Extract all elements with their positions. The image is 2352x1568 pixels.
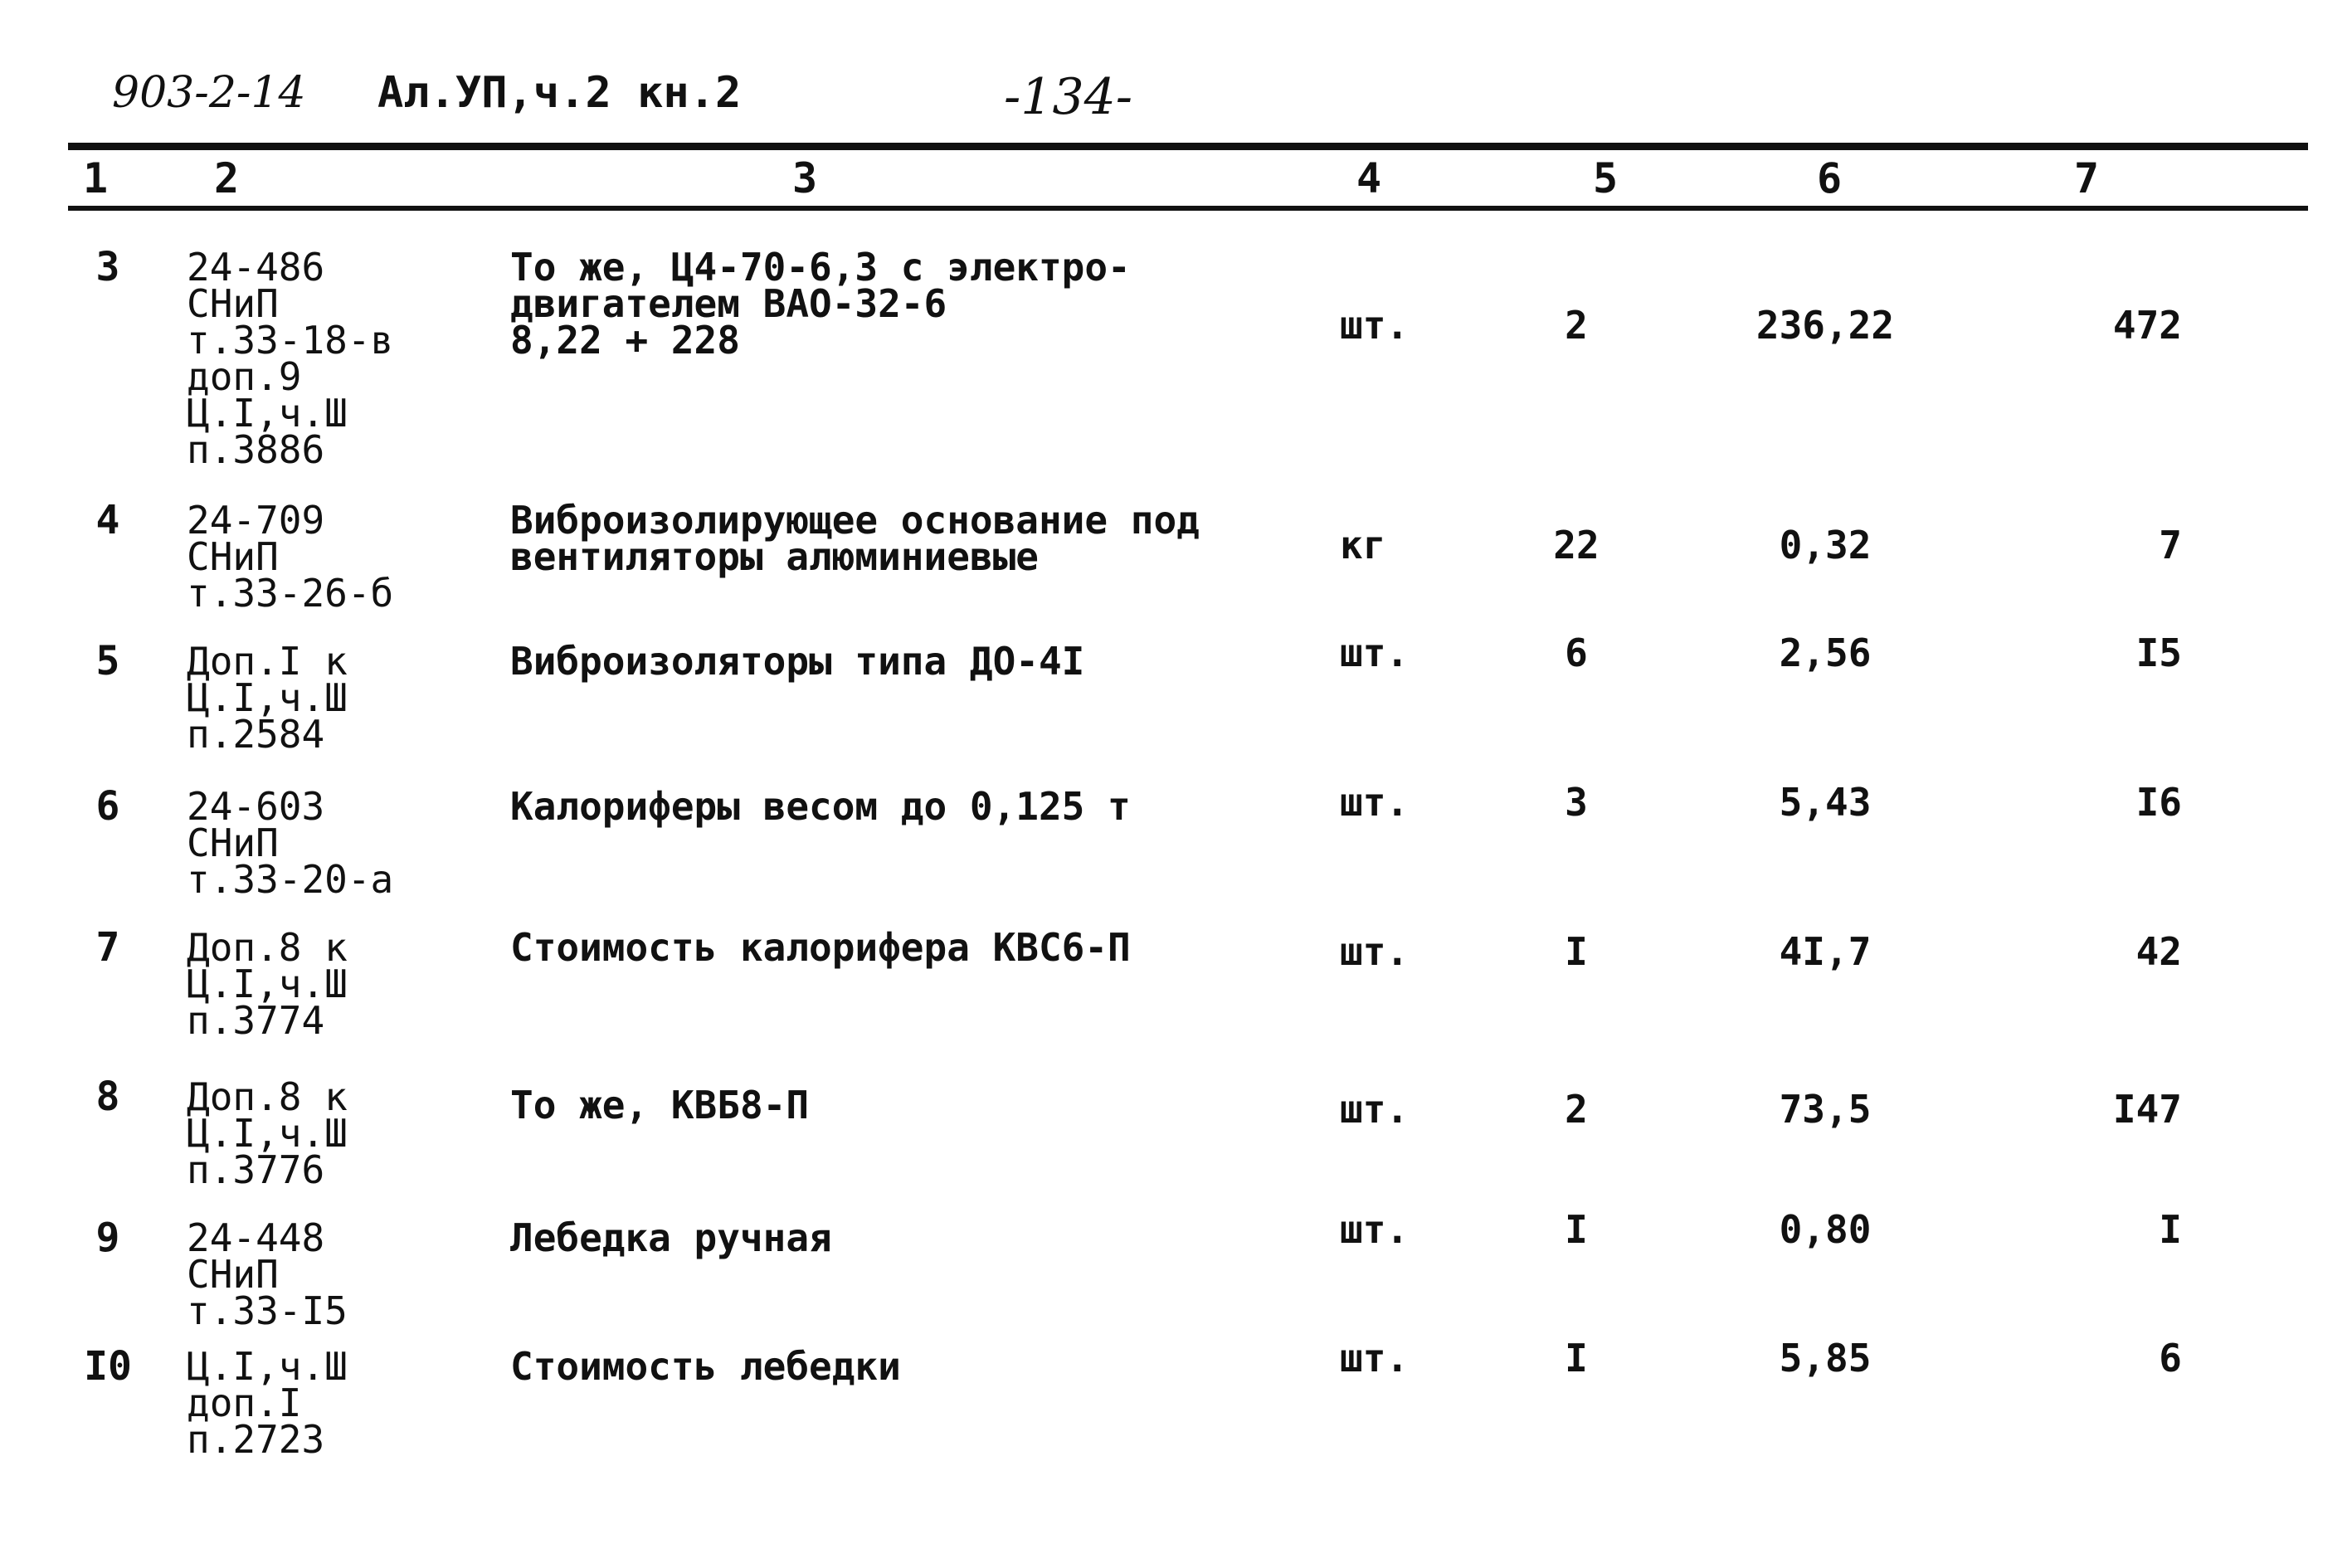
norm-reference-line: Ц.I,ч.Ш bbox=[187, 1111, 348, 1156]
norm-reference-line: Доп.I к bbox=[187, 639, 348, 684]
unit-of-measure: шт. bbox=[1340, 1207, 1410, 1252]
norm-reference-line: Ц.I,ч.Ш bbox=[187, 391, 348, 436]
norm-reference-line: доп.I bbox=[187, 1381, 302, 1425]
item-description-line: Калориферы весом до 0,125 т bbox=[510, 784, 1131, 829]
unit-price: 4I,7 bbox=[1779, 929, 1872, 974]
unit-of-measure: шт. bbox=[1340, 631, 1410, 675]
column-number-2: 2 bbox=[214, 154, 240, 202]
row-number: 9 bbox=[95, 1215, 120, 1261]
norm-reference-line: Доп.8 к bbox=[187, 1074, 348, 1119]
norm-reference-line: Ц.I,ч.Ш bbox=[187, 675, 348, 720]
norm-reference-line: т.33-18-в bbox=[187, 318, 394, 363]
total-cost: 6 bbox=[2159, 1336, 2182, 1381]
row-number: 4 bbox=[95, 497, 120, 543]
norm-reference-line: т.33-20-а bbox=[187, 857, 394, 902]
item-description-line: вентиляторы алюминиевые bbox=[510, 534, 1039, 579]
quantity: 6 bbox=[1565, 631, 1588, 675]
row-number: 8 bbox=[95, 1074, 120, 1120]
total-cost: I6 bbox=[2135, 780, 2182, 825]
row-number: I0 bbox=[84, 1343, 132, 1390]
unit-price: 5,85 bbox=[1779, 1336, 1872, 1381]
unit-price: 0,80 bbox=[1779, 1207, 1872, 1252]
row-number: 5 bbox=[95, 638, 120, 684]
norm-reference-line: доп.9 bbox=[187, 354, 302, 399]
norm-reference-line: п.3776 bbox=[187, 1147, 325, 1192]
norm-reference-line: 24-486 bbox=[187, 245, 325, 290]
norm-reference-line: п.2584 bbox=[187, 712, 325, 757]
total-cost: 472 bbox=[2112, 303, 2182, 348]
total-cost: I47 bbox=[2112, 1087, 2182, 1132]
norm-reference-line: 24-709 bbox=[187, 498, 325, 543]
quantity: 2 bbox=[1565, 1087, 1588, 1132]
norm-reference-line: СНиП bbox=[187, 534, 279, 579]
norm-reference-line: 24-603 bbox=[187, 784, 325, 829]
norm-reference-line: Ц.I,ч.Ш bbox=[187, 962, 348, 1006]
item-description-line: Виброизоляторы типа ДО-4I bbox=[510, 639, 1085, 684]
page-number: -134- bbox=[1004, 68, 1133, 126]
total-cost: 42 bbox=[2135, 929, 2182, 974]
item-description-line: двигателем ВАО-32-6 bbox=[510, 281, 947, 326]
unit-of-measure: шт. bbox=[1340, 929, 1410, 974]
quantity: I bbox=[1565, 1207, 1588, 1252]
unit-of-measure: шт. bbox=[1340, 1336, 1410, 1381]
table-top-rule bbox=[68, 143, 2308, 150]
item-description-line: То же, Ц4-70-6,3 с электро- bbox=[510, 245, 1131, 290]
column-number-6: 6 bbox=[1817, 154, 1843, 202]
column-number-3: 3 bbox=[792, 154, 818, 202]
row-number: 6 bbox=[95, 783, 120, 830]
item-description-line: Стоимость калорифера КВС6-П bbox=[510, 925, 1131, 970]
album-reference: Ал.УП,ч.2 кн.2 bbox=[377, 68, 742, 118]
norm-reference-line: п.3886 bbox=[187, 427, 325, 472]
norm-reference-line: СНиП bbox=[187, 281, 279, 326]
unit-price: 236,22 bbox=[1755, 303, 1895, 348]
norm-reference-line: т.33-I5 bbox=[187, 1288, 348, 1333]
norm-reference-line: п.3774 bbox=[187, 998, 325, 1043]
norm-reference-line: Ц.I,ч.Ш bbox=[187, 1344, 348, 1389]
column-header-rule bbox=[68, 206, 2308, 211]
unit-price: 0,32 bbox=[1779, 523, 1872, 567]
unit-of-measure: шт. bbox=[1340, 780, 1410, 825]
quantity: 2 bbox=[1565, 303, 1588, 348]
quantity: I bbox=[1565, 929, 1588, 974]
norm-reference-line: 24-448 bbox=[187, 1215, 325, 1260]
total-cost: I bbox=[2159, 1207, 2182, 1252]
total-cost: I5 bbox=[2135, 631, 2182, 675]
unit-of-measure: кг bbox=[1340, 523, 1386, 567]
norm-reference-line: п.2723 bbox=[187, 1417, 325, 1462]
item-description-line: То же, КВБ8-П bbox=[510, 1083, 810, 1127]
norm-reference-line: Доп.8 к bbox=[187, 925, 348, 970]
unit-of-measure: шт. bbox=[1340, 303, 1410, 348]
item-description-line: Виброизолирующее основание под bbox=[510, 498, 1200, 543]
quantity: 22 bbox=[1553, 523, 1600, 567]
column-number-4: 4 bbox=[1356, 154, 1382, 202]
item-description-line: Лебедка ручная bbox=[510, 1215, 832, 1260]
row-number: 7 bbox=[95, 924, 120, 971]
column-number-7: 7 bbox=[2074, 154, 2100, 202]
document-code: 903-2-14 bbox=[112, 68, 306, 118]
unit-price: 2,56 bbox=[1779, 631, 1872, 675]
unit-of-measure: шт. bbox=[1340, 1087, 1410, 1132]
item-description-line: 8,22 + 228 bbox=[510, 318, 740, 363]
total-cost: 7 bbox=[2159, 523, 2182, 567]
column-number-5: 5 bbox=[1593, 154, 1619, 202]
unit-price: 73,5 bbox=[1779, 1087, 1872, 1132]
norm-reference-line: СНиП bbox=[187, 1252, 279, 1297]
norm-reference-line: т.33-26-б bbox=[187, 571, 394, 616]
column-number-1: 1 bbox=[83, 154, 109, 202]
unit-price: 5,43 bbox=[1779, 780, 1872, 825]
item-description-line: Стоимость лебедки bbox=[510, 1344, 901, 1389]
quantity: 3 bbox=[1565, 780, 1588, 825]
quantity: I bbox=[1565, 1336, 1588, 1381]
row-number: 3 bbox=[95, 244, 120, 290]
norm-reference-line: СНиП bbox=[187, 821, 279, 865]
